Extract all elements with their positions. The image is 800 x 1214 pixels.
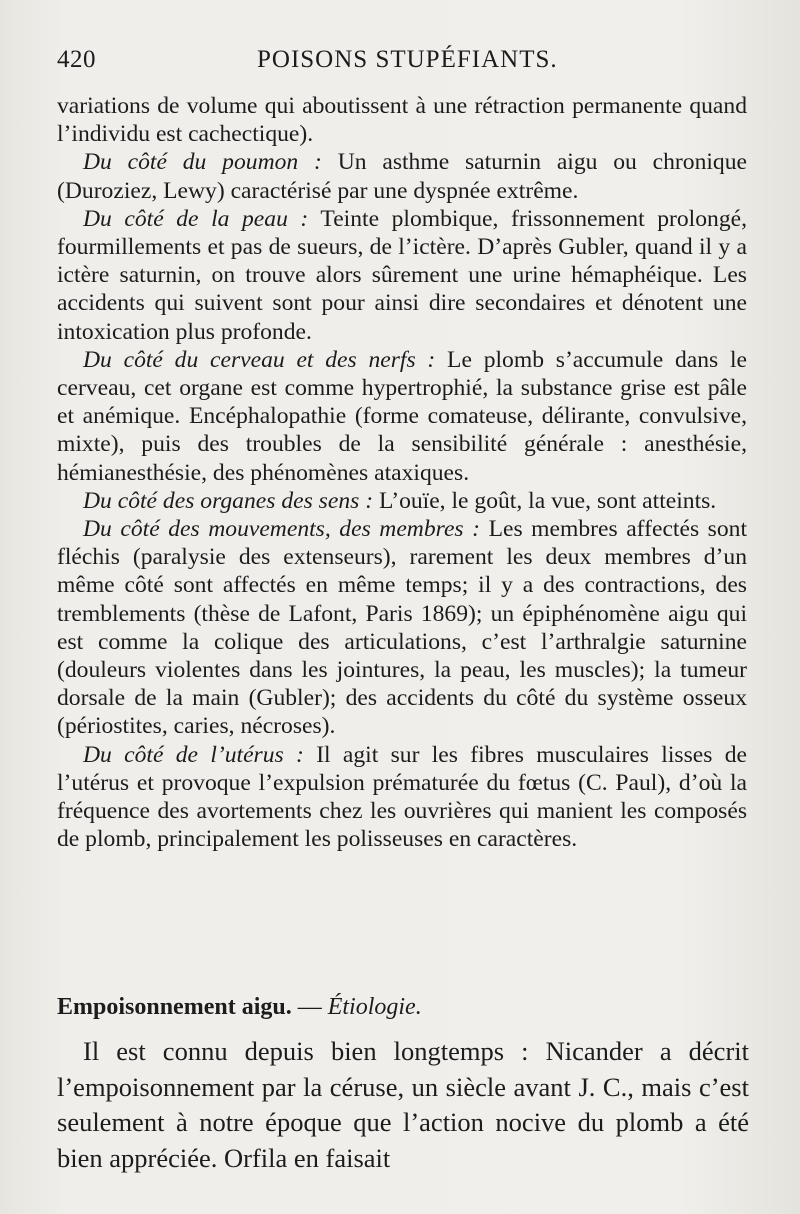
paragraph-lead: Du côté du poumon : xyxy=(83,149,322,176)
section-separator: — xyxy=(291,994,328,1020)
section-body xyxy=(57,1034,749,1176)
paragraph xyxy=(57,205,747,346)
paragraph-text: Teinte plombique, frissonnement prolongé, fourmillements et pas de sueurs, de l’ictère. D’après Gubler, quand il y a ictère saturnin, on trouve alors sûrement une urine hémaphéique. Les accidents qui suivent sont pour ainsi dire secondaires et dénotent une intoxication plus profonde. xyxy=(57,205,747,345)
paragraph-lead: Du côté de l’utérus : xyxy=(83,741,304,768)
paragraph xyxy=(57,741,747,854)
body-text xyxy=(57,92,747,853)
running-title: POISONS STUPÉFIANTS. xyxy=(257,46,558,73)
page-number: 420 xyxy=(57,46,96,73)
paragraph-lead: Du côté des mouvements, des membres : xyxy=(83,516,481,543)
paragraph xyxy=(57,148,747,204)
paragraph-lead: Du côté du cerveau et des nerfs : xyxy=(83,346,436,373)
paragraph xyxy=(57,346,747,487)
paragraph-text: Un asthme saturnin aigu ou chronique (Duroziez, Lewy) caractérisé par une dyspnée extrême. xyxy=(57,149,748,204)
paragraph-text: Il agit sur les fibres musculaires lisses de l’utérus et provoque l’expulsion prématurée du fœtus (C. Paul), d’où la fréquence des avortements chez les ouvrières qui manient les composés de plomb, principalement les polisseuses en caractères. xyxy=(57,741,747,853)
paragraph xyxy=(57,487,747,515)
closing-paragraph: Il est connu depuis bien longtemps : Nicander a décrit l’empoisonnement par la céruse, un siècle avant J. C., mais c’est seulement à notre époque que l’action nocive du plomb a été bien appréciée. Orfila en faisait xyxy=(57,1036,749,1173)
paragraph-text: Les membres affectés sont fléchis (paralysie des extenseurs), rarement les deux membres d’un même côté sont affectés en même temps; il y a des contractions, des tremblements (thèse de Lafont, Paris 1869); un épiphénomène aigu qui est comme la colique des articulations, c’est l’arthralgie saturnine (douleurs violentes dans les jointures, la peau, les muscles); la tumeur dorsale de la main (Gubler); des accidents du côté du système osseux (périostites, caries, nécroses). xyxy=(57,516,748,740)
paragraph-text: variations de volume qui aboutissent à une rétraction permanente quand l’individu est cachectique). xyxy=(57,93,747,148)
section-heading xyxy=(57,994,747,1021)
paragraph-text: L’ouïe, le goût, la vue, sont atteints. xyxy=(373,487,717,514)
paragraph-lead: Du côté de la peau : xyxy=(83,205,309,232)
paragraph xyxy=(57,515,747,741)
paragraph-text: Le plomb s’accumule dans le cerveau, cet organe est comme hypertrophié, la substance grise est pâle et anémique. Encéphalopathie (forme comateuse, délirante, convulsive, mixte), puis des troubles de la sensibilité générale : anesthésie, hémianesthésie, des phénomènes ataxiques. xyxy=(57,346,747,486)
running-head xyxy=(57,46,760,80)
section-subtitle: Étiologie. xyxy=(327,994,422,1020)
paragraph xyxy=(57,92,747,148)
paragraph-lead: Du côté des organes des sens : xyxy=(83,487,374,514)
section-title: Empoisonnement aigu. xyxy=(57,994,292,1020)
